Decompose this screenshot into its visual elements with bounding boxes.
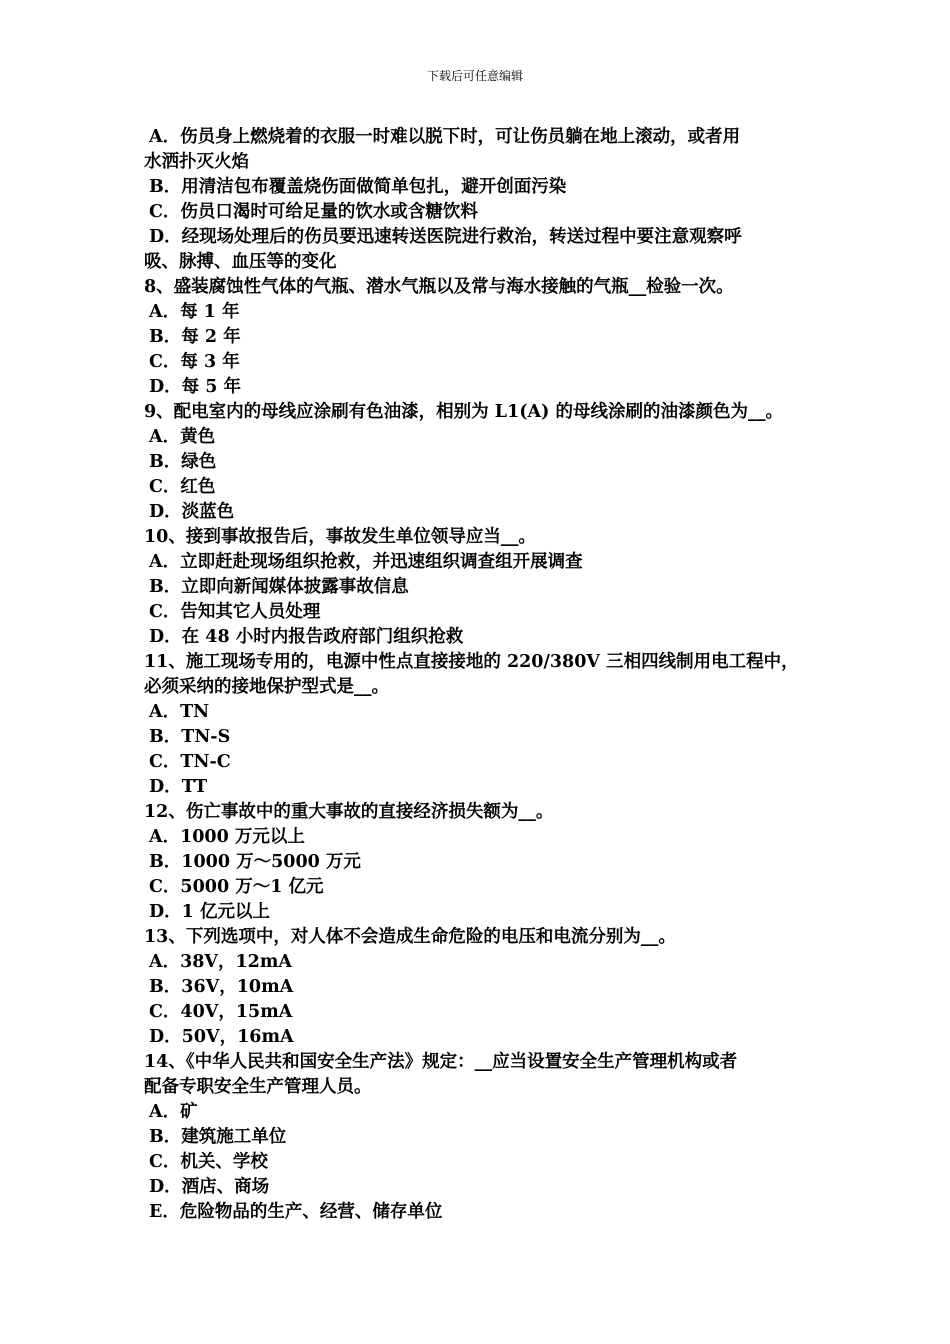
option-line: A．矿 (149, 1102, 198, 1122)
question-line: 11、施工现场专用的，电源中性点直接接地的 220/380V 三相四线制用电工程中， (144, 652, 799, 672)
option-line: D．经现场处理后的伤员要迅速转送医院进行救治，转送过程中要注意观察呼 (149, 227, 742, 247)
option-line: C．5000 万～1 亿元 (149, 877, 324, 897)
question-line: 吸、脉搏、血压等的变化 (144, 252, 337, 272)
option-line: A．伤员身上燃烧着的衣服一时难以脱下时，可让伤员躺在地上滚动，或者用 (149, 127, 741, 147)
option-line: D．50V，16mA (149, 1027, 294, 1047)
option-line: A．每 1 年 (149, 302, 240, 322)
question-line: 水洒扑灭火焰 (144, 152, 249, 172)
option-line: B．绿色 (149, 452, 217, 472)
question-line: 10、接到事故报告后，事故发生单位领导应当__。 (144, 527, 536, 547)
option-line: E．危险物品的生产、经营、储存单位 (149, 1202, 443, 1222)
question-line: 配备专职安全生产管理人员。 (144, 1077, 372, 1097)
option-line: B．36V，10mA (149, 977, 294, 997)
option-line: C．机关、学校 (149, 1152, 268, 1172)
option-line: D．TT (149, 777, 208, 797)
question-line: 8、盛装腐蚀性气体的气瓶、潜水气瓶以及常与海水接触的气瓶__检验一次。 (144, 277, 734, 297)
option-line: A．38V，12mA (149, 952, 292, 972)
option-line: B．1000 万～5000 万元 (149, 852, 361, 872)
option-line: A．黄色 (149, 427, 216, 447)
option-line: C．TN-C (149, 752, 231, 772)
option-line: C．40V，15mA (149, 1002, 293, 1022)
option-line: C．每 3 年 (149, 352, 240, 372)
option-line: B．用清洁包布覆盖烧伤面做简单包扎，避开创面污染 (149, 177, 567, 197)
option-line: D．1 亿元以上 (149, 902, 270, 922)
question-line: 9、配电室内的母线应涂刷有色油漆，相别为 L1(A) 的母线涂刷的油漆颜色为__。 (144, 402, 783, 422)
option-line: A．TN (149, 702, 210, 722)
option-line: D．每 5 年 (149, 377, 242, 397)
question-line: 必须采纳的接地保护型式是__。 (144, 677, 389, 697)
question-line: 13、下列选项中，对人体不会造成生命危险的电压和电流分别为__。 (144, 927, 676, 947)
option-line: C．伤员口渴时可给足量的饮水或含糖饮料 (149, 202, 478, 222)
question-line: 14、《中华人民共和国安全生产法》规定：__应当设置安全生产管理机构或者 (144, 1052, 738, 1072)
option-line: B．立即向新闻媒体披露事故信息 (149, 577, 409, 597)
option-line: C．红色 (149, 477, 216, 497)
option-line: A．1000 万元以上 (149, 827, 305, 847)
question-line: 12、伤亡事故中的重大事故的直接经济损失额为__。 (144, 802, 554, 822)
option-line: B．TN-S (149, 727, 231, 747)
option-line: B．每 2 年 (149, 327, 241, 347)
option-line: D．淡蓝色 (149, 502, 235, 522)
option-line: D．在 48 小时内报告政府部门组织抢救 (149, 627, 464, 647)
option-line: D．酒店、商场 (149, 1177, 270, 1197)
document-body (144, 125, 834, 1225)
page-header: 下载后可任意编辑 (426, 69, 523, 83)
option-line: B．建筑施工单位 (149, 1127, 287, 1147)
option-line: A．立即赶赴现场组织抢救，并迅速组织调查组开展调查 (149, 552, 583, 572)
option-line: C．告知其它人员处理 (149, 602, 321, 622)
